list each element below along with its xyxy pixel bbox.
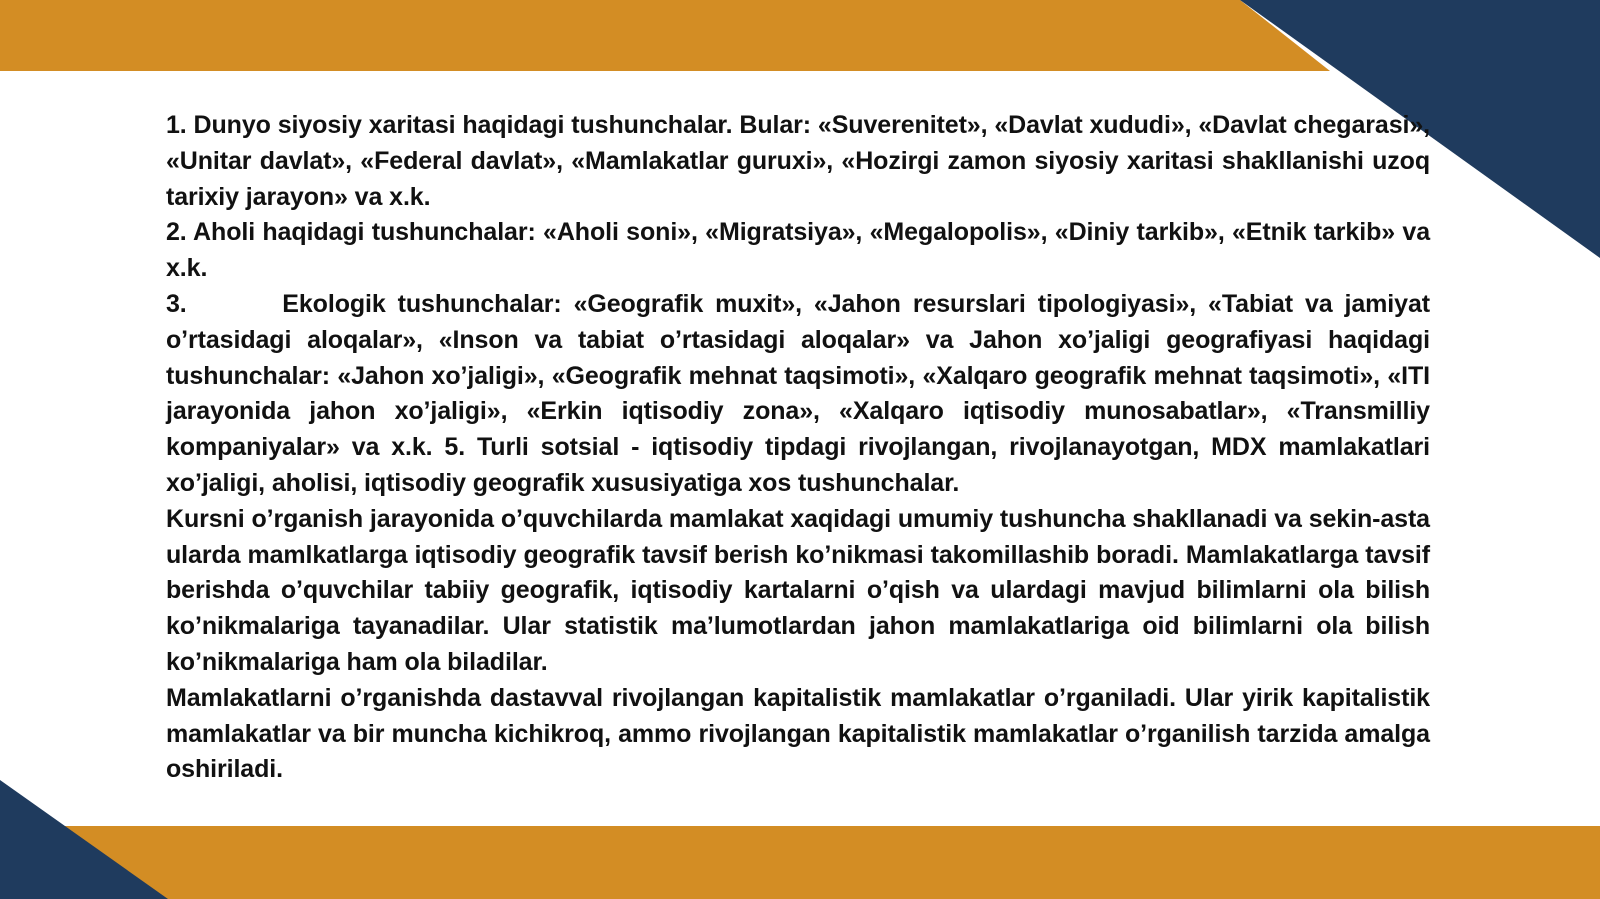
- bottom-left-navy-triangle: [0, 780, 168, 899]
- text-body: [166, 108, 1437, 788]
- paragraph-countries-study: Mamlakatlarni o’rganishda dastavval rivojlangan kapitalistik mamlakatlar o’rganiladi. Ular yirik kapitalistik mamlakatlar va bir muncha kichikroq, ammo rivojlangan kapitalistik mamlakatlar o’rganilish tarzida amalga oshiriladi.: [166, 683, 1430, 784]
- paragraph-population: 2. Aholi haqidagi tushunchalar: «Aholi soni», «Migratsiya», «Megalopolis», «Diniy tarkib», «Etnik tarkib» va x.k.: [166, 218, 1430, 283]
- paragraph-political-map: 1. Dunyo siyosiy xaritasi haqidagi tushunchalar. Bular: «Suverenitet», «Davlat xududi», «Davlat chegarasi», «Unitar davlat», «Federal davlat», «Mamlakatlar guruxi», «Hozirgi zamon siyosiy xaritasi shakllanishi uzoq tarixiy jarayon» va x.k.: [166, 111, 1430, 211]
- paragraph-ecological: 3. Ekologik tushunchalar: «Geografik muxit», «Jahon resurslari tipologiyasi», «Tabiat va jamiyat o’rtasidagi aloqalar», «Inson va tabiat o’rtasidagi aloqalar» va Jahon xo’jaligi geografiyasi haqidagi tushunchalar: «Jahon xo’jaligi», «Geografik mehnat taqsimoti», «Xalqaro geografik mehnat taqsimoti», «ITI jarayonida jahon xo’jaligi», «Erkin iqtisodiy zona», «Xalqaro iqtisodiy munosabatlar», «Transmilliy kompaniyalar» va x.k. 5. Turli sotsial - iqtisodiy tipdagi rivojlangan, rivojlanayotgan, MDX mamlakatlari xo’jaligi, aholisi, iqtisodiy geografik xususiyatiga xos tushunchalar.: [166, 289, 1437, 497]
- paragraph-course-study: Kursni o’rganish jarayonida o’quvchilarda mamlakat xaqidagi umumiy tushuncha shakllanadi va sekin-asta ularda mamlkatlarga iqtisodiy geografik tavsif berish ko’nikmasi takomillashib boradi. Mamlakatlarga tavsif berishda o’quvchilar tabiiy geografik, iqtisodiy kartalarni o’qish va ulardagi mavjud bilimlarni ola bilish ko’nikmalariga tayanadilar. Ular statistik ma’lumotlardan jahon mamlakatlariga oid bilimlarni ola bilish ko’nikmalariga ham ola biladilar.: [166, 504, 1430, 676]
